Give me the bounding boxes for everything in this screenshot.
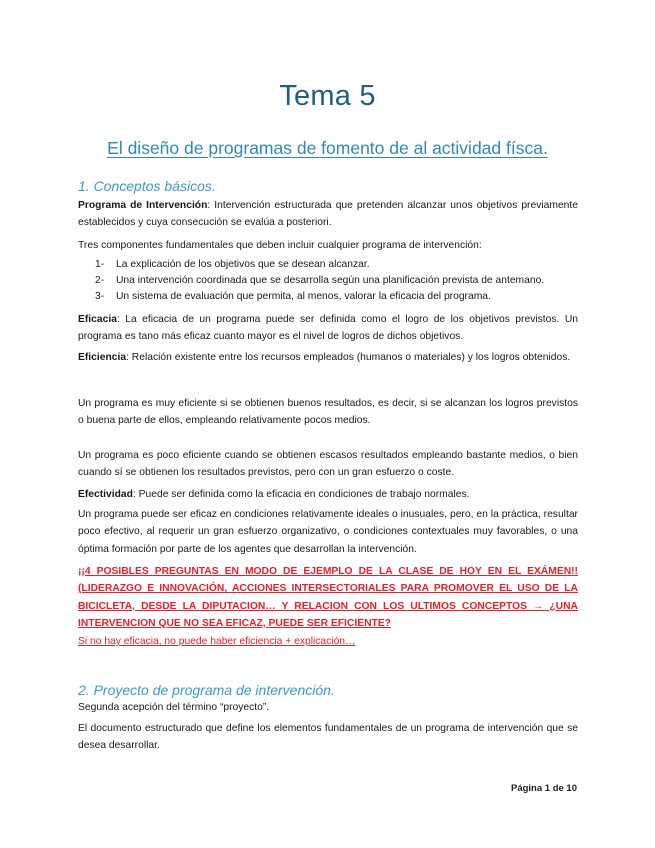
list-item [95,289,585,305]
list-text: La explicación de los objetivos que se desean alcanzar. [116,259,370,270]
term-eficacia: Eficacia [78,314,117,325]
page-subtitle: El diseño de programas de fomento de al actividad físca. [107,138,548,158]
page-number: Página 1 de 10 [511,783,578,794]
term-programa-intervencion: Programa de Intervención [78,200,208,211]
paragraph-componentes-intro: Tres componentes fundamentales que deben incluir cualquier programa de intervención: [78,240,482,251]
list-text: Un sistema de evaluación que permita, al menos, valorar la eficacia del programa. [116,290,491,302]
paragraph-eficaz: Un programa puede ser eficaz en condiciones relativamente ideales o inusuales, pero, en la práctica, resultar poco efectivo, al requerir un gran esfuerzo organizativo, o condiciones contextuales muy favorables, o una óptima formación por parte de los agentes que desarrollan la intervención. [78,509,578,555]
paragraph-acepcion: Segunda acepción del término “proyecto”. [78,702,270,713]
definition-eficacia: : La eficacia de un programa puede ser definida como el logro de los objetivos previstos. Un programa es tano más eficaz cuanto mayor es el nivel de logros de dichos objetivos. [78,314,578,343]
page-title: Tema 5 [279,80,376,112]
section-heading-1: 1. Conceptos básicos. [78,178,216,194]
definition-programa-intervencion: : Intervención estructurada que pretenden alcanzar unos objetivos previamente establecidos y cuya consecución se evalúa a posteriori. [78,200,578,229]
list-item [95,257,585,273]
definition-eficiencia: : Relación existente entre los recursos empleados (humanos o materiales) y los logros obtenidos. [126,352,571,363]
paragraph-muy-eficiente: Un programa es muy eficiente si se obtienen buenos resultados, es decir, si se alcanzan los logros previstos o buena parte de ellos, empleando relativamente pocos medios. [78,398,578,427]
paragraph-definicion-proyecto: El documento estructurado que define los elementos fundamentales de un programa de intervención que se desea desarrollar. [78,723,578,752]
paragraph-eficacia [78,311,578,346]
term-efectividad: Efectividad [78,489,133,500]
definition-efectividad: : Puede ser definida como la eficacia en condiciones de trabajo normales. [132,489,470,500]
paragraph-programa-intervencion [78,197,578,232]
paragraph-poco-eficiente: Un programa es poco eficiente cuando se obtienen escasos resultados empleando bastante medios, o bien cuando sí se obtienen los resultados previstos, pero con un gran esfuerzo o coste. [78,450,578,479]
list-number: 2- [95,274,105,286]
list-item [95,273,585,289]
term-eficiencia: Eficiencia [78,352,127,363]
componentes-list [95,257,585,304]
list-text: Una intervención coordinada que se desarrolla según una planificación prevista de antemano. [116,274,545,286]
exam-answer-note: Si no hay eficacia, no puede haber eficiencia + explicación… [78,636,356,647]
list-number: 3- [95,290,105,302]
paragraph-efectividad [78,486,578,503]
exam-note: ¡¡4 POSIBLES PREGUNTAS EN MODO DE EJEMPLO DE LA CLASE DE HOY EN EL EXÁMEN!! (LIDERAZGO E INNOVACIÓN, ACCIONES INTERSECTORIALES PARA PROMOVER EL USO DE LA BICICLETA, DESDE LA DIPUTACION… Y RELACION CON LOS ULTIMOS CONCEPTOS → ¿UNA INTERVENCION QUE NO SEA EFICAZ, PUEDE SER EFICIENTE? [78,566,578,629]
paragraph-eficiencia [78,349,578,366]
list-number: 1- [95,259,105,270]
section-heading-2: 2. Proyecto de programa de intervención. [78,682,335,698]
